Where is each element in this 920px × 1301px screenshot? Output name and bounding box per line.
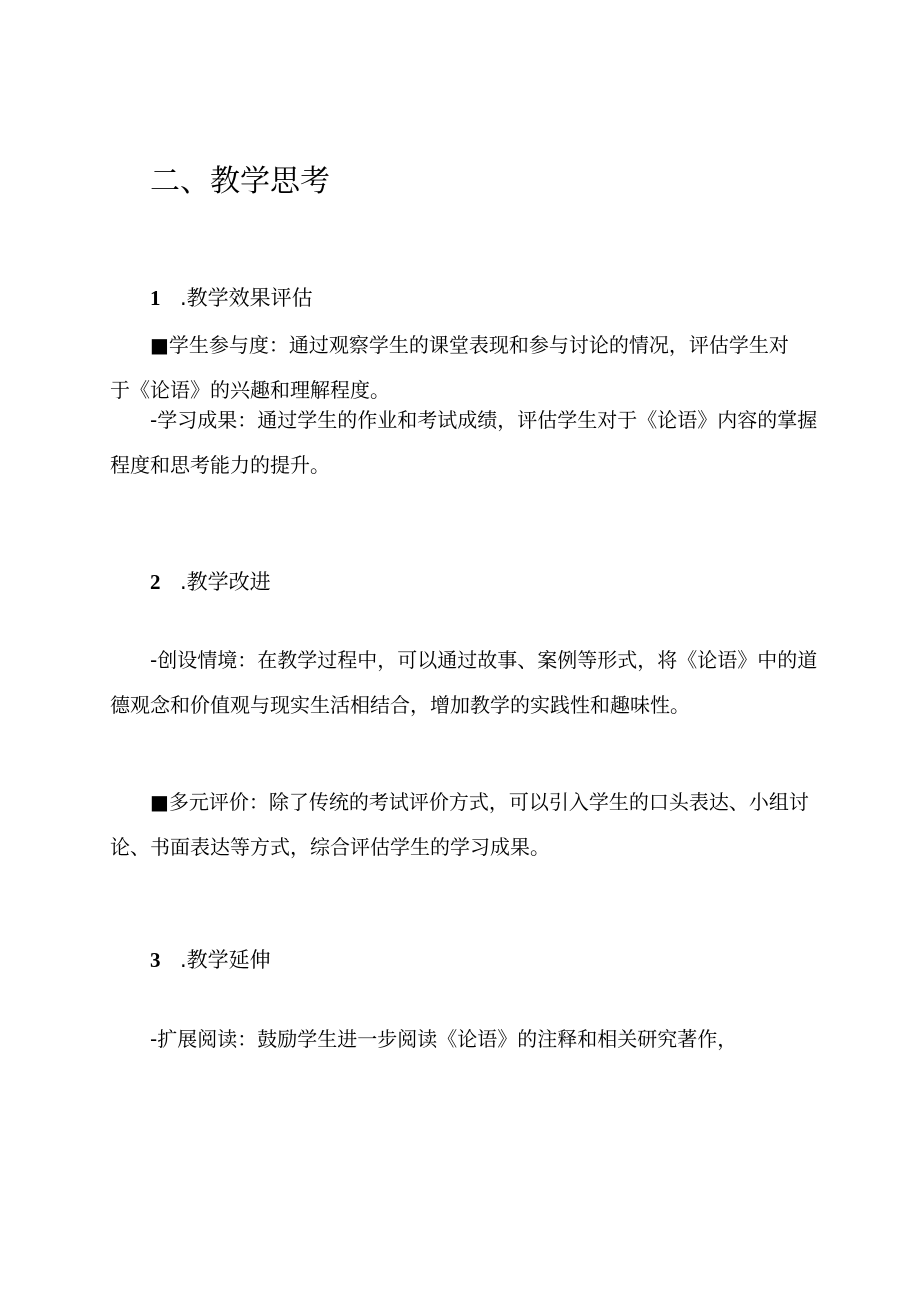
subsection-title: .教学改进 xyxy=(180,570,271,594)
section-title: 二、教学思考 xyxy=(150,164,330,199)
subsection-heading-3 xyxy=(150,944,271,976)
subsection-title: .教学效果评估 xyxy=(180,286,313,310)
paragraph: ■多元评价：除了传统的考试评价方式，可以引入学生的口头表达、小组讨论、书面表达等方式，综合评估学生的学习成果。 xyxy=(110,790,809,859)
subsection-number: 1 xyxy=(150,286,161,310)
paragraph: -学习成果：通过学生的作业和考试成绩，评估学生对于《论语》内容的掌握程度和思考能力的提升。 xyxy=(110,408,818,477)
paragraph: ■学生参与度：通过观察学生的课堂表现和参与讨论的情况，评估学生对于《论语》的兴趣和理解程度。 xyxy=(110,333,789,402)
paragraph: -创设情境：在教学过程中，可以通过故事、案例等形式，将《论语》中的道德观念和价值观与现实生活相结合，增加教学的实践性和趣味性。 xyxy=(110,648,818,717)
subsection-number: 3 xyxy=(150,948,161,972)
subsection-heading-1 xyxy=(150,282,313,314)
subsection-heading-2 xyxy=(150,566,271,598)
subsection-title: .教学延伸 xyxy=(180,948,271,972)
paragraph: -扩展阅读：鼓励学生进一步阅读《论语》的注释和相关研究著作， xyxy=(150,1027,738,1051)
subsection-number: 2 xyxy=(150,570,161,594)
